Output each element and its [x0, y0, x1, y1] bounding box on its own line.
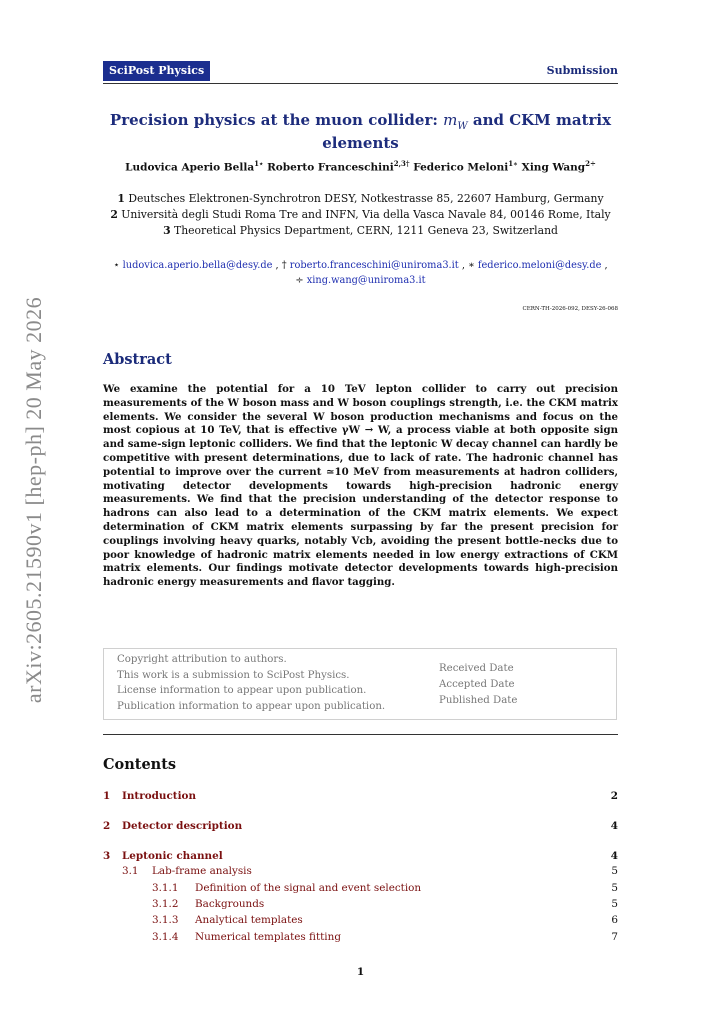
date-line: Published Date — [439, 695, 518, 706]
toc-label: Leptonic channel — [122, 850, 223, 862]
toc-number: 3 — [103, 850, 111, 862]
toc-label: Lab-frame analysis — [152, 865, 252, 877]
toc-page: 5 — [611, 865, 618, 877]
toc-label: Numerical templates fitting — [195, 931, 341, 943]
toc-page: 7 — [611, 931, 618, 943]
email-symbol: ⋆ — [113, 260, 120, 271]
toc-page: 6 — [611, 914, 618, 926]
copyright-line: This work is a submission to SciPost Physics. — [117, 669, 350, 681]
submission-label: Submission — [546, 64, 618, 77]
toc-page: 4 — [610, 820, 618, 832]
author-list — [103, 159, 618, 174]
affiliation-text: Deutsches Elektronen-Synchrotron DESY, Notkestrasse 85, 22607 Hamburg, Germany — [128, 192, 604, 205]
toc-page: 4 — [610, 850, 618, 862]
contents-heading: Contents — [103, 756, 177, 773]
title-text-a: Precision physics at the muon collider: — [109, 111, 444, 129]
toc-entry[interactable] — [103, 914, 618, 928]
email-link[interactable]: ludovica.aperio.bella@desy.de — [122, 260, 273, 271]
affiliations — [103, 191, 618, 239]
copyright-line: License information to appear upon publication. — [117, 685, 367, 696]
abstract-text: We examine the potential for a 10 TeV lepton collider to carry out precision measurements of the W boson mass and W boson couplings strength, i.e. the CKM matrix elements. We consider the several W boson production mechanisms and focus on the most copious at 10 TeV, that is effective γW → W, a process viable at both opposite sign and same-sign leptonic colliders. We find that the leptonic W decay channel can hardly be competitive with present determinations, due to lack of rate. The hadronic channel has potential to improve over the current ≃10 MeV from measurements at hadron colliders, motivating detector developments towards high-precision hadronic energy measurements. We find that the precision understanding of the detector response to hadrons can also lead to a determination of the CKM matrix elements. We expect determination of CKM matrix elements surpassing by far the present precision for couplings involving heavy quarks, notably Vcb, avoiding the present bottle-necks due to poor knowledge of hadronic matrix elements needed in low energy extractions of CKM matrix elements. Our findings motivate detector developments towards high-precision hadronic energy measurements and flavor tagging. — [103, 383, 618, 589]
author-name: Xing Wang — [521, 161, 586, 174]
author-name: Federico Meloni — [413, 161, 509, 174]
toc-entry[interactable] — [103, 820, 618, 834]
toc-label: Introduction — [122, 790, 196, 802]
toc-page: 2 — [610, 790, 618, 802]
arxiv-stamp-text: arXiv:2605.21590v1 [hep-ph] 20 May 2026 — [21, 296, 46, 704]
toc-label: Backgrounds — [195, 898, 265, 910]
toc-entry[interactable] — [103, 790, 618, 804]
title-math-sub: W — [457, 121, 468, 132]
toc-entry[interactable] — [103, 931, 618, 945]
paper-title — [103, 112, 618, 151]
toc-number: 3.1.1 — [152, 882, 179, 894]
toc-label: Detector description — [122, 820, 243, 832]
author-sup: 1⋆ — [254, 159, 264, 168]
affiliation-line — [103, 207, 618, 223]
author-sup: 2,3† — [393, 159, 410, 168]
copyright-box — [103, 648, 617, 720]
abstract-heading: Abstract — [103, 351, 172, 368]
toc-label: Analytical templates — [195, 914, 303, 926]
affiliation-line — [103, 223, 618, 239]
affiliation-num: 3 — [163, 224, 171, 237]
page-header — [103, 61, 618, 84]
affiliation-num: 1 — [117, 192, 125, 205]
author-sup: 1∗ — [508, 159, 519, 168]
toc-entry[interactable] — [103, 882, 618, 896]
toc-number: 1 — [103, 790, 111, 802]
toc-number: 3.1.2 — [152, 898, 179, 910]
arxiv-stamp — [4, 290, 64, 710]
affiliation-line — [103, 191, 618, 207]
date-line: Received Date — [439, 663, 514, 674]
report-numbers: CERN-TH-2026-092, DESY-26-068 — [522, 306, 618, 312]
page-number: 1 — [356, 966, 365, 978]
email-line — [103, 273, 618, 288]
copyright-line: Publication information to appear upon publication. — [117, 700, 386, 712]
author-name: Ludovica Aperio Bella — [125, 161, 255, 174]
affiliation-text: Università degli Studi Roma Tre and INFN, Via della Vasca Navale 84, 00146 Rome, Italy — [121, 208, 611, 221]
toc-entry[interactable] — [103, 865, 618, 879]
affiliation-num: 2 — [110, 208, 118, 221]
toc-label: Definition of the signal and event selection — [195, 882, 422, 894]
email-symbol: ∗ — [468, 260, 475, 271]
date-line: Accepted Date — [439, 679, 515, 690]
email-link[interactable]: roberto.franceschini@uniroma3.it — [289, 260, 459, 271]
publication-dates — [439, 661, 517, 709]
email-link[interactable]: federico.meloni@desy.de — [477, 260, 602, 271]
email-symbol: † — [281, 260, 287, 271]
copyright-line: Copyright attribution to authors. — [117, 654, 287, 665]
author-name: Roberto Franceschini — [267, 161, 394, 174]
author-sup: 2÷ — [585, 159, 596, 168]
affiliation-text: Theoretical Physics Department, CERN, 1211 Geneva 23, Switzerland — [174, 224, 558, 237]
section-divider — [103, 734, 618, 735]
title-text-b: and CKM matrix elements — [322, 111, 612, 152]
toc-number: 3.1 — [122, 865, 139, 877]
toc-page: 5 — [611, 898, 618, 910]
email-symbol: ÷ — [295, 275, 304, 286]
toc-number: 2 — [103, 820, 111, 832]
email-line: ⋆ ludovica.aperio.bella@desy.de , † roberto.franceschini@uniroma3.it , ∗ federico.meloni@desy.de , — [113, 260, 608, 271]
email-link[interactable]: xing.wang@uniroma3.it — [306, 275, 426, 286]
toc-entry[interactable] — [103, 850, 618, 864]
copyright-info — [117, 652, 385, 714]
toc-page: 5 — [611, 882, 618, 894]
email-list — [103, 258, 618, 288]
journal-badge[interactable]: SciPost Physics — [103, 61, 210, 81]
toc-entry[interactable] — [103, 898, 618, 912]
toc-number: 3.1.3 — [152, 914, 179, 926]
toc-number: 3.1.4 — [152, 931, 179, 943]
title-math-var: m — [443, 111, 458, 129]
title-math — [443, 111, 468, 132]
